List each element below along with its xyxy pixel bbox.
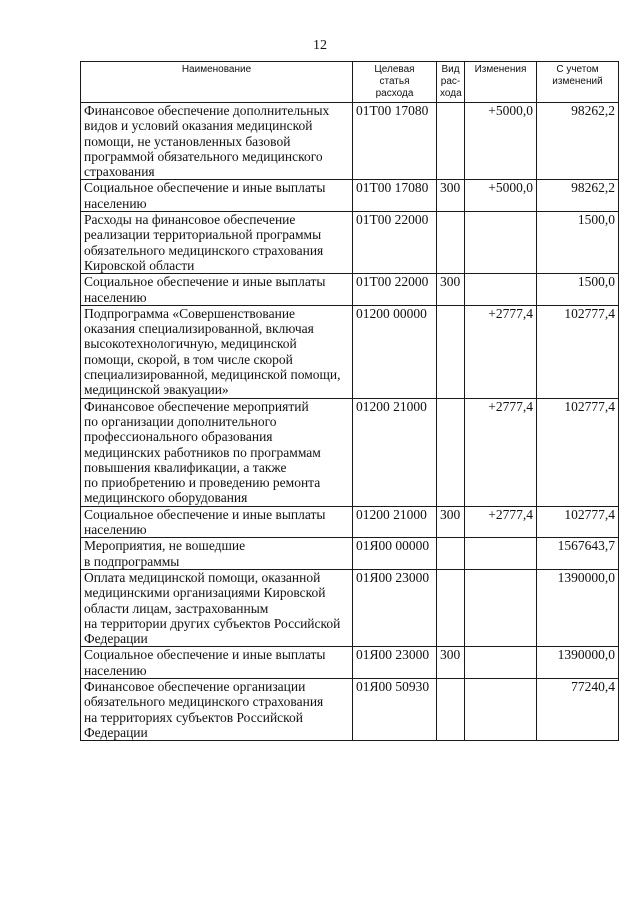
table-header-row bbox=[81, 62, 619, 103]
table-row bbox=[81, 647, 619, 679]
row-total: 1500,0 bbox=[537, 212, 619, 274]
row-expense-type bbox=[437, 569, 465, 646]
table-row bbox=[81, 538, 619, 570]
row-code: 01Я00 00000 bbox=[353, 538, 437, 570]
row-code: 01Т00 22000 bbox=[353, 274, 437, 306]
table-row bbox=[81, 180, 619, 212]
table-row bbox=[81, 212, 619, 274]
row-expense-type bbox=[437, 398, 465, 506]
row-name: Социальное обеспечение и иные выплаты населению bbox=[81, 180, 353, 212]
row-code: 01Я00 23000 bbox=[353, 647, 437, 679]
table-row bbox=[81, 506, 619, 538]
row-total: 102777,4 bbox=[537, 398, 619, 506]
header-target-article: Целевая статья расхода bbox=[353, 62, 437, 103]
header-changes: Изменения bbox=[465, 62, 537, 103]
row-code: 01Я00 23000 bbox=[353, 569, 437, 646]
row-expense-type bbox=[437, 103, 465, 180]
header-expense-type: Вид рас- хода bbox=[437, 62, 465, 103]
row-expense-type bbox=[437, 212, 465, 274]
table-row bbox=[81, 274, 619, 306]
row-change: +5000,0 bbox=[465, 180, 537, 212]
table-row bbox=[81, 305, 619, 398]
row-code: 01200 21000 bbox=[353, 506, 437, 538]
table-row bbox=[81, 569, 619, 646]
row-total: 102777,4 bbox=[537, 305, 619, 398]
row-expense-type bbox=[437, 305, 465, 398]
row-total: 98262,2 bbox=[537, 180, 619, 212]
row-change bbox=[465, 274, 537, 306]
row-expense-type bbox=[437, 538, 465, 570]
row-total: 1500,0 bbox=[537, 274, 619, 306]
row-change: +2777,4 bbox=[465, 398, 537, 506]
row-name: Подпрограмма «Совершенствование оказания специализированной, включая высокотехнологичную, медицинской помощи, скорой, в том числе скорой специализированной, медицинской помощи, медицинской эвакуации» bbox=[81, 305, 353, 398]
row-code: 01Т00 22000 bbox=[353, 212, 437, 274]
row-code: 01200 00000 bbox=[353, 305, 437, 398]
budget-table bbox=[80, 61, 619, 741]
row-code: 01Я00 50930 bbox=[353, 678, 437, 740]
header-name: Наименование bbox=[81, 62, 353, 103]
row-change bbox=[465, 538, 537, 570]
row-name: Социальное обеспечение и иные выплаты населению bbox=[81, 647, 353, 679]
row-name: Финансовое обеспечение организации обязательного медицинского страхования на территориях субъектов Российской Федерации bbox=[81, 678, 353, 740]
row-code: 01Т00 17080 bbox=[353, 180, 437, 212]
row-total: 102777,4 bbox=[537, 506, 619, 538]
row-change bbox=[465, 569, 537, 646]
row-name: Социальное обеспечение и иные выплаты населению bbox=[81, 274, 353, 306]
row-total: 77240,4 bbox=[537, 678, 619, 740]
row-name: Мероприятия, не вошедшие в подпрограммы bbox=[81, 538, 353, 570]
row-name: Финансовое обеспечение мероприятий по организации дополнительного профессионального образования медицинских работников по программам повышения квалификации, а также по приобретению и проведению ремонта медицинского оборудования bbox=[81, 398, 353, 506]
row-code: 01200 21000 bbox=[353, 398, 437, 506]
table-row bbox=[81, 103, 619, 180]
row-expense-type: 300 bbox=[437, 274, 465, 306]
row-change: +2777,4 bbox=[465, 506, 537, 538]
page-number: 12 bbox=[313, 38, 327, 53]
row-change: +2777,4 bbox=[465, 305, 537, 398]
row-expense-type bbox=[437, 678, 465, 740]
row-name: Социальное обеспечение и иные выплаты населению bbox=[81, 506, 353, 538]
table-row bbox=[81, 678, 619, 740]
row-change bbox=[465, 212, 537, 274]
row-expense-type: 300 bbox=[437, 647, 465, 679]
row-code: 01Т00 17080 bbox=[353, 103, 437, 180]
row-name: Оплата медицинской помощи, оказанной медицинскими организациями Кировской области лицам, застрахованным на территории других субъектов Российской Федерации bbox=[81, 569, 353, 646]
row-total: 1567643,7 bbox=[537, 538, 619, 570]
row-name: Финансовое обеспечение дополнительных видов и условий оказания медицинской помощи, не установленных базовой программой обязательного медицинского страхования bbox=[81, 103, 353, 180]
row-name: Расходы на финансовое обеспечение реализации территориальной программы обязательного медицинского страхования Кировской области bbox=[81, 212, 353, 274]
row-total: 1390000,0 bbox=[537, 647, 619, 679]
row-total: 1390000,0 bbox=[537, 569, 619, 646]
row-change: +5000,0 bbox=[465, 103, 537, 180]
row-change bbox=[465, 647, 537, 679]
header-total-with-changes: С учетом изменений bbox=[537, 62, 619, 103]
table-row bbox=[81, 398, 619, 506]
row-change bbox=[465, 678, 537, 740]
row-expense-type: 300 bbox=[437, 180, 465, 212]
row-total: 98262,2 bbox=[537, 103, 619, 180]
row-expense-type: 300 bbox=[437, 506, 465, 538]
